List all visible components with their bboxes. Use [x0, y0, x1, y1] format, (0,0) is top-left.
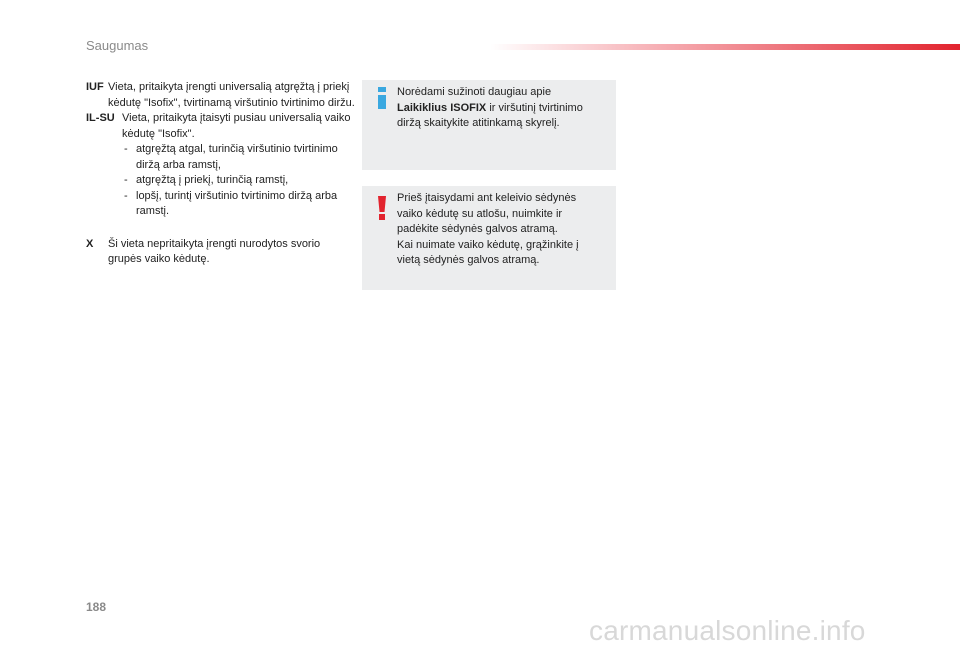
bullet-item: - atgręžtą atgal, turinčią viršutinio tvirtinimo diržą arba ramstį,: [122, 142, 356, 173]
info-line1: Norėdami sužinoti daugiau apie: [397, 86, 552, 98]
bullet-item: - atgręžtą į priekį, turinčią ramstį,: [122, 173, 356, 189]
section-title: Saugumas: [86, 38, 149, 53]
page-number: 188: [86, 600, 107, 614]
definitions-list: [86, 80, 356, 268]
info-box: [362, 80, 616, 170]
bullet-item: - lopšį, turintį viršutinio tvirtinimo diržą arba ramstį.: [122, 189, 356, 220]
info-rest: ir viršutinį tvirtinimo diržą skaitykite atitinkamą skyrelį.: [397, 101, 583, 129]
info-bold-link: Laikiklius ISOFIX: [397, 101, 487, 114]
warning-text-2: Kai nuimate vaiko kėdutę, grąžinkite į vietą sėdynės galvos atramą.: [397, 238, 579, 266]
warning-box: [362, 186, 616, 290]
info-text: [397, 85, 604, 132]
definition-text: Vieta, pritaikyta įtaisyti pusiau universalią vaiko kėdutę "Isofix".: [122, 112, 351, 140]
definition-bullets: [122, 142, 356, 220]
warning-text-1: Prieš įtaisydami ant keleivio sėdynės vaiko kėdutę su atlošu, nuimkite ir padėkite sėdynės galvos atramą.: [397, 192, 577, 235]
definition-iuf: [86, 80, 356, 111]
definition-text: Vieta, pritaikyta įrengti universalią atgręžtą į priekį kėdutę "Isofix", tvirtinamą viršutinio tvirtinimo diržu.: [108, 81, 355, 109]
definition-text: Ši vieta nepritaikyta įrengti nurodytos svorio grupės vaiko kėdutę.: [108, 237, 321, 265]
exclamation-icon: [375, 196, 389, 220]
header-accent-bar: [490, 44, 960, 50]
definition-term: IL-SU: [86, 112, 115, 124]
watermark: carmanualsonline.info: [589, 615, 866, 646]
definition-x: [86, 237, 356, 268]
definition-term: IUF: [86, 81, 104, 93]
definition-term: X: [86, 237, 94, 250]
warning-text: [397, 191, 604, 269]
definition-ilsu: [86, 111, 356, 220]
info-icon: [375, 87, 389, 109]
